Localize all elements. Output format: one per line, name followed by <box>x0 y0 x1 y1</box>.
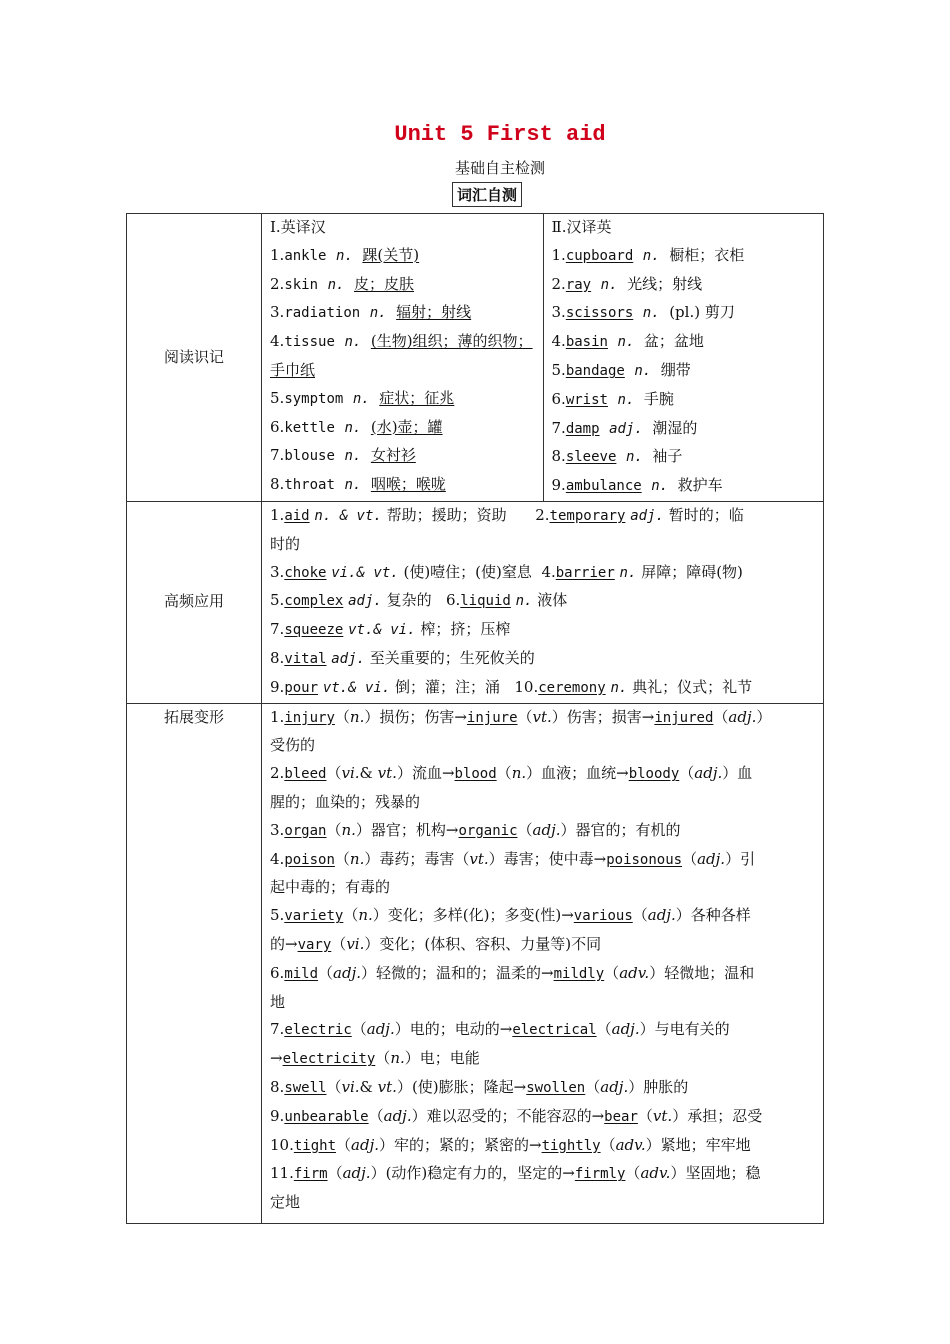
list-item: 2.bleed（vi.& vt.）流血→blood（n.）血液；血统→bloody（adj.）血 <box>270 764 753 783</box>
list-item: 9.ambulance n. 救护车 <box>551 476 723 495</box>
list-item: 1.injury（n.）损伤；伤害→injure（vt.）伤害；损害→injured（adj.） <box>270 707 772 726</box>
row-label-frequent: 高频应用 <box>127 501 262 703</box>
list-item: 4.tissue n. (生物)组织；薄的织物； <box>270 332 533 351</box>
list-item-continued: 时的 <box>270 534 301 553</box>
list-item: 5.variety（n.）变化；多样(化)；多变(性)→various（adj.）各种各样 <box>270 906 751 925</box>
list-item: 1.ankle n. 踝(关节) <box>270 245 420 264</box>
column-header: Ⅰ.英译汉 <box>270 218 326 236</box>
row-label-derive: 拓展变形 <box>127 703 262 1223</box>
page-subtitle: 基础自主检测 <box>454 159 545 177</box>
list-item: 腥的；血染的；残暴的 <box>270 792 421 811</box>
page-title: Unit 5 First aid <box>394 122 606 147</box>
list-item: 2.ray n. 光线；射线 <box>551 274 703 293</box>
frequent-content <box>262 501 824 703</box>
derive-content <box>262 703 824 1223</box>
table-row-reading <box>127 214 824 502</box>
list-item: 11.firm（adj.）(动作)稳定有力的，坚定的→firmly（adv.）坚固地；稳 <box>270 1164 761 1183</box>
list-item: 3.organ（n.）器官；机构→organic（adj.）器官的；有机的 <box>270 820 681 839</box>
list-item: 4.basin n. 盆；盆地 <box>551 332 704 351</box>
list-item: 10.tight（adj.）牢的；紧的；紧密的→tightly（adv.）紧地；牢牢地 <box>270 1135 751 1154</box>
column-header: Ⅱ.汉译英 <box>551 218 612 236</box>
list-item: 地 <box>270 992 286 1011</box>
list-item: 8.throat n. 咽喉；喉咙 <box>270 475 446 494</box>
list-item: 3.radiation n. 辐射；射线 <box>270 303 472 322</box>
list-item: 8.vital adj. 至关重要的；生死攸关的 <box>270 648 535 667</box>
list-item: 6.kettle n. (水)壶；罐 <box>270 417 443 436</box>
table-row-derive <box>127 703 824 1223</box>
list-item: 7.squeeze vt.& vi. 榨；挤；压榨 <box>270 620 511 639</box>
list-item-continued: 手巾纸 <box>270 360 316 379</box>
list-item: 受伤的 <box>270 736 316 755</box>
list-item: 1.cupboard n. 橱柜；衣柜 <box>551 245 745 264</box>
table-row-frequent <box>127 501 824 703</box>
list-item: 的→vary（vi.）变化；(体积、容积、力量等)不同 <box>270 934 602 953</box>
list-item: 6.mild（adj.）轻微的；温和的；温柔的→mildly（adv.）轻微地；温和 <box>270 963 755 982</box>
list-item: 起中毒的；有毒的 <box>270 878 391 897</box>
list-item: 6.wrist n. 手腕 <box>551 389 674 408</box>
list-item: 定地 <box>270 1193 301 1212</box>
list-item: 5.complex adj. 复杂的 6.liquid n. 液体 <box>270 591 568 610</box>
cn-to-en-column <box>543 214 824 501</box>
list-item: 1.aid n. & vt. 帮助；援助；资助 2.temporary adj. 暂时的；临 <box>270 505 744 524</box>
list-item: 7.damp adj. 潮湿的 <box>551 418 698 437</box>
list-item: 7.electric（adj.）电的；电动的→electrical（adj.）与电有关的 <box>270 1020 730 1039</box>
list-item: 3.choke vi.& vt. (使)噎住；(使)窒息 4.barrier n. 屏障；障碍(物) <box>270 562 743 581</box>
row-label-reading: 阅读识记 <box>127 214 262 502</box>
list-item: 2.skin n. 皮；皮肤 <box>270 274 414 293</box>
en-to-cn-column <box>262 214 543 501</box>
list-item: 4.poison（n.）毒药；毒害（vt.）毒害；使中毒→poisonous（adj.）引 <box>270 849 756 868</box>
list-item: 8.swell（vi.& vt.）(使)膨胀；隆起→swollen（adj.）肿胀的 <box>270 1077 689 1096</box>
list-item: 9.pour vt.& vi. 倒；灌；注；涌 10.ceremony n. 典礼；仪式；礼节 <box>270 677 753 696</box>
list-item: 7.blouse n. 女衬衫 <box>270 446 416 465</box>
list-item: →electricity（n.）电；电能 <box>270 1049 480 1068</box>
list-item: 8.sleeve n. 袖子 <box>551 447 683 466</box>
list-item: 5.symptom n. 症状；征兆 <box>270 388 455 407</box>
vocab-table <box>126 213 824 1224</box>
section-heading: 词汇自测 <box>452 182 522 207</box>
list-item: 9.unbearable（adj.）难以忍受的；不能容忍的→bear（vt.）承担；忍受 <box>270 1106 763 1125</box>
list-item: 5.bandage n. 绷带 <box>551 360 691 379</box>
list-item: 3.scissors n. (pl.) 剪刀 <box>551 303 735 322</box>
